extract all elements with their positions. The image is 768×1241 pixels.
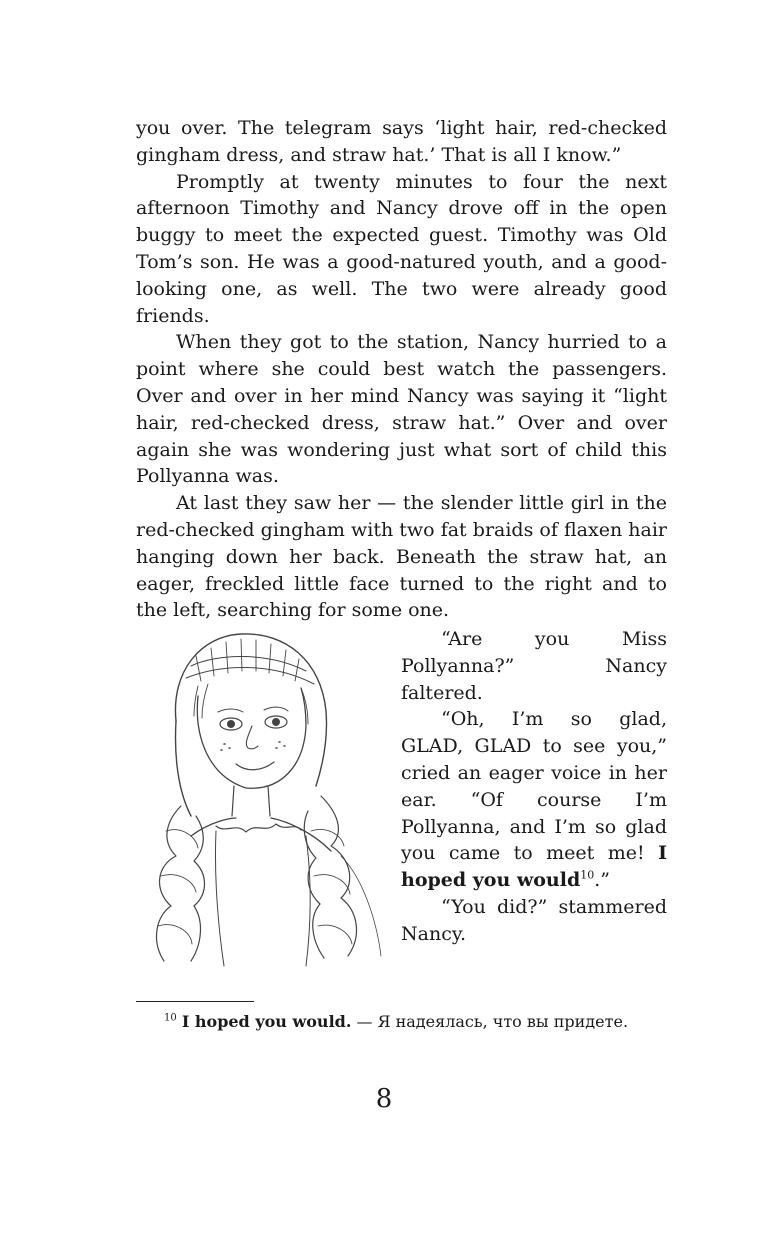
paragraph-1: you over. The telegram says ‘light hair, red-checked gingham dress, and straw hat.’ That is all I know.” (136, 117, 667, 166)
side-text-block (401, 626, 667, 948)
footnote (136, 1010, 667, 1034)
page-number: 8 (375, 1084, 393, 1114)
side-paragraph-3: “You did?” stammered Nancy. (401, 895, 667, 945)
footnote-body (136, 1010, 667, 1034)
paragraph-2: Promptly at twenty minutes to four the next afternoon Timothy and Nancy drove off in the open buggy to meet the expected guest. Timothy was Old Tom’s son. He was a good-natured youth, and a good-looking one, as well. The two were already good friends. (136, 170, 667, 327)
glossed-phrase: I hoped you would (401, 842, 667, 892)
side-paragraph-2 (401, 706, 667, 894)
footnote-marker: 10 (580, 868, 595, 882)
footnote-translation: — Я надеялась, что вы придете. (351, 1012, 629, 1031)
side-paragraph-2-end: .” (594, 869, 611, 892)
side-paragraph-2-text: “Oh, I’m so glad, GLAD, GLAD to see you,” cried an eager voice in her ear. “Of course I’m Pollyanna, and I’m so glad you came to meet me! (401, 708, 667, 865)
pollyanna-sketch-illustration (136, 626, 388, 971)
paragraph-4: At last they saw her — the slender little girl in the red-checked gingham with two fat braids of flaxen hair hanging down her back. Beneath the straw hat, an eager, freckled little face turned to the right and to the left, searching for some one. (136, 492, 667, 622)
footnote-number: 10 (164, 1012, 177, 1024)
footnote-term: I hoped you would. (181, 1012, 352, 1031)
footnote-divider (136, 1001, 254, 1002)
main-text-block (136, 115, 667, 624)
paragraph-3: When they got to the station, Nancy hurried to a point where she could best watch the passengers. Over and over in her mind Nancy was saying it “light hair, red-checked dress, straw hat.” Over and over again she was wondering just what sort of child this Pollyanna was. (136, 331, 667, 488)
side-paragraph-1: “Are you Miss Pollyanna?” Nancy faltered. (401, 628, 667, 704)
